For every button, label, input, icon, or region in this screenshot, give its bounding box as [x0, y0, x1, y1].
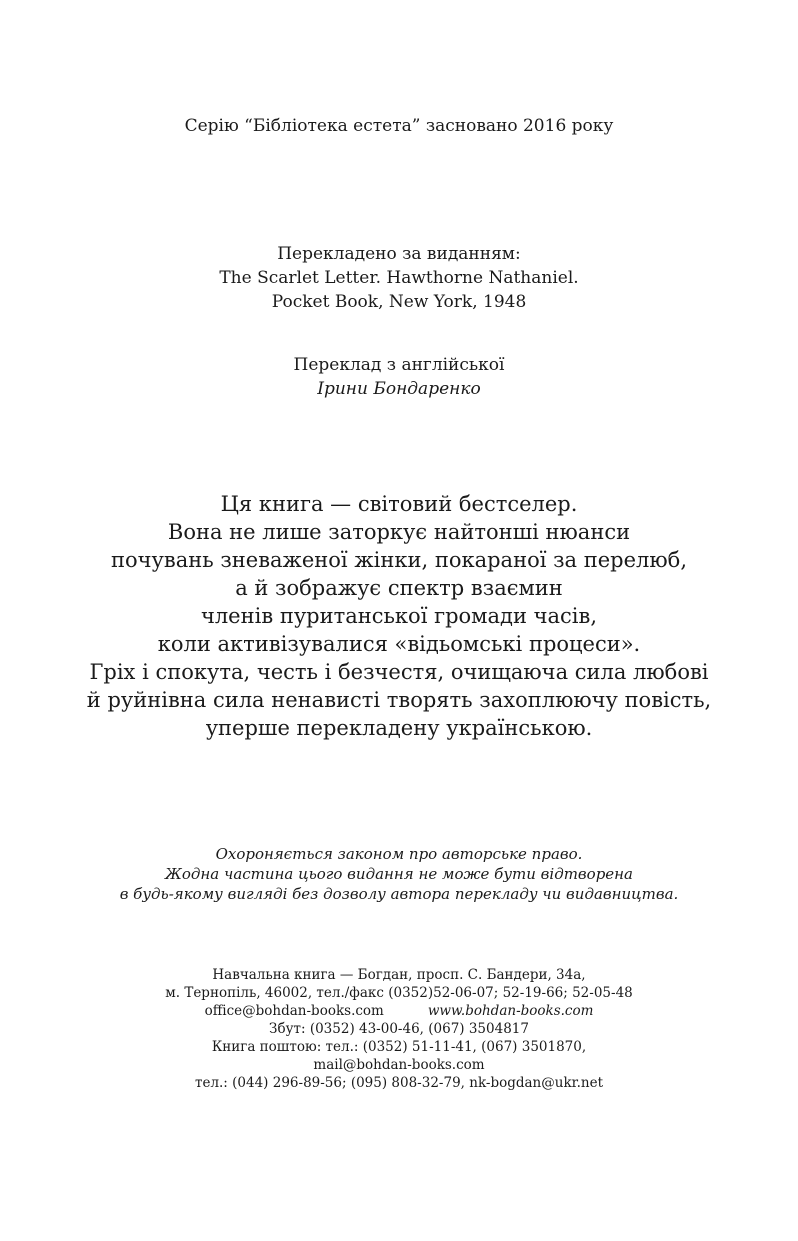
blurb-line: а й зображує спектр взаємин — [235, 576, 563, 600]
blurb-line: Ця книга — світовий бестселер. — [220, 492, 578, 516]
source-label: Перекладено за виданням: — [277, 244, 521, 264]
copyright-line: в будь-якому вигляді без дозволу автора перекладу чи видавництва. — [119, 885, 679, 903]
publisher-web-row — [0, 1002, 798, 1020]
book-blurb — [0, 490, 798, 742]
kyiv-phones-email: тел.: (044) 296-89-56; (095) 808-32-79, nk-bogdan@ukr.net — [194, 1075, 603, 1091]
blurb-line: коли активізувалися «відьомські процеси». — [157, 632, 641, 656]
office-email-link[interactable]: office@bohdan-books.com — [204, 1003, 384, 1019]
translation-section — [0, 353, 798, 401]
copyright-line: Охороняється законом про авторське право. — [215, 845, 583, 863]
website-link[interactable]: www.bohdan-books.com — [427, 1003, 594, 1019]
blurb-line: Вона не лише заторкує найтонші нюанси — [167, 520, 631, 544]
series-note-section — [0, 115, 798, 137]
sales-phones: Збут: (0352) 43-00-46, (067) 3504817 — [269, 1021, 529, 1037]
series-note: Серію “Бібліотека естета” засновано 2016 року — [184, 116, 614, 136]
mail-order-email[interactable]: mail@bohdan-books.com — [313, 1057, 485, 1073]
copyright-line: Жодна частина цього видання не може бути відтворена — [165, 865, 633, 883]
blurb-line: членів пуританської громади часів, — [200, 604, 598, 628]
blurb-line: й руйнівна сила ненависті творять захоплюючу повість, — [86, 688, 712, 712]
publisher-contacts — [0, 966, 798, 1092]
publisher-city-phones: м. Тернопіль, 46002, тел./факс (0352)52-06-07; 52-19-66; 52-05-48 — [165, 985, 633, 1001]
blurb-line: уперше перекладену українською. — [205, 716, 593, 740]
translator-name: Ірини Бондаренко — [317, 379, 481, 399]
source-edition-section — [0, 242, 798, 314]
translation-label: Переклад з англійської — [293, 355, 505, 375]
source-title: The Scarlet Letter. Hawthorne Nathaniel. — [219, 268, 579, 288]
copyright-notice — [0, 844, 798, 904]
blurb-line: почувань зневаженої жінки, покараної за перелюб, — [111, 548, 687, 572]
mail-order-phones: Книга поштою: тел.: (0352) 51-11-41, (067) 3501870, — [211, 1039, 587, 1055]
source-publisher: Pocket Book, New York, 1948 — [271, 292, 527, 312]
blurb-line: Гріх і спокута, честь і безчестя, очищаюча сила любові — [89, 660, 709, 684]
publisher-address: Навчальна книга — Богдан, просп. С. Бандери, 34а, — [212, 967, 586, 983]
